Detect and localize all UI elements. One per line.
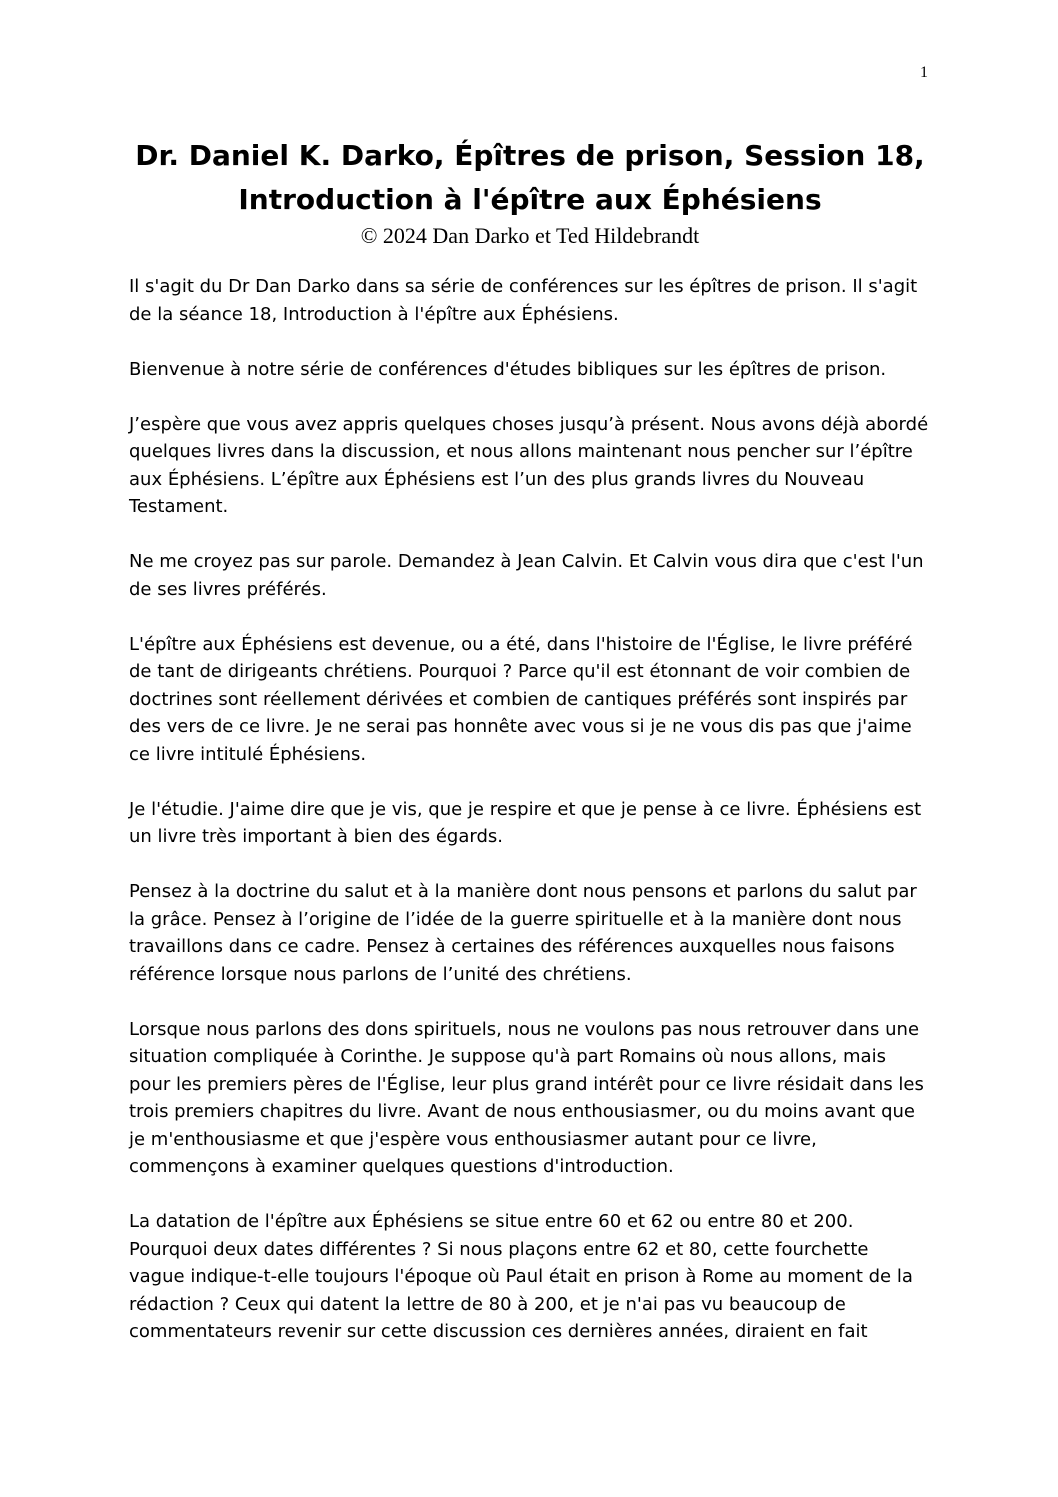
paragraph: Il s'agit du Dr Dan Darko dans sa série de conférences sur les épîtres de prison. Il s'agit de la séance 18, Introduction à l'épître aux Éphésiens. xyxy=(129,276,918,325)
paragraph: Lorsque nous parlons des dons spirituels, nous ne voulons pas nous retrouver dans une situation compliquée à Corinthe. Je suppose qu'à part Romains où nous allons, mais pour les premiers pères de l'Église, leur plus grand intérêt pour ce livre résidait dans les trois premiers chapitres du livre. Avant de nous enthousiasmer, ou du moins avant que je m'enthousiasme et que j'espère vous enthousiasmer autant pour ce livre, commençons à examiner quelques questions d'introduction. xyxy=(129,1018,924,1177)
paragraph: L'épître aux Éphésiens est devenue, ou a été, dans l'histoire de l'Église, le livre préféré de tant de dirigeants chrétiens. Pourquoi ? Parce qu'il est étonnant de voir combien de doctrines sont réellement dérivées et combien de cantiques préférés sont inspirés par des vers de ce livre. Je ne serai pas honnête avec vous si je ne vous dis pas que j'aime ce livre intitulé Éphésiens. xyxy=(129,633,913,765)
document-title xyxy=(80,134,980,222)
paragraph: Bienvenue à notre série de conférences d'études bibliques sur les épîtres de prison. xyxy=(129,358,887,380)
paragraph: La datation de l'épître aux Éphésiens se situe entre 60 et 62 ou entre 80 et 200. Pourquoi deux dates différentes ? Si nous plaçons entre 62 et 80, cette fourchette vague indique-t-elle toujours l'époque où Paul était en prison à Rome au moment de la rédaction ? Ceux qui datent la lettre de 80 à 200, et je n'ai pas vu beaucoup de commentateurs revenir sur cette discussion ces dernières années, diraient en fait xyxy=(129,1211,913,1342)
paragraph: J’espère que vous avez appris quelques choses jusqu’à présent. Nous avons déjà abordé quelques livres dans la discussion, et nous allons maintenant nous pencher sur l’épître aux Éphésiens. L’épître aux Éphésiens est l’un des plus grands livres du Nouveau Testament. xyxy=(129,413,929,517)
paragraph: Ne me croyez pas sur parole. Demandez à Jean Calvin. Et Calvin vous dira que c'est l'un de ses livres préférés. xyxy=(129,551,924,600)
copyright-line: © 2024 Dan Darko et Ted Hildebrandt xyxy=(360,223,700,248)
page-number: 1 xyxy=(920,64,928,81)
title-line-1: Dr. Daniel K. Darko, Épîtres de prison, Session 18, xyxy=(135,139,925,172)
document-body xyxy=(129,273,929,1373)
title-line-2: Introduction à l'épître aux Éphésiens xyxy=(238,183,822,216)
paragraph: Je l'étudie. J'aime dire que je vis, que je respire et que je pense à ce livre. Éphésiens est un livre très important à bien des égards. xyxy=(129,798,922,847)
paragraph: Pensez à la doctrine du salut et à la manière dont nous pensons et parlons du salut par la grâce. Pensez à l’origine de l’idée de la guerre spirituelle et à la manière dont nous travaillons dans ce cadre. Pensez à certaines des références auxquelles nous faisons référence lorsque nous parlons de l’unité des chrétiens. xyxy=(129,881,917,985)
